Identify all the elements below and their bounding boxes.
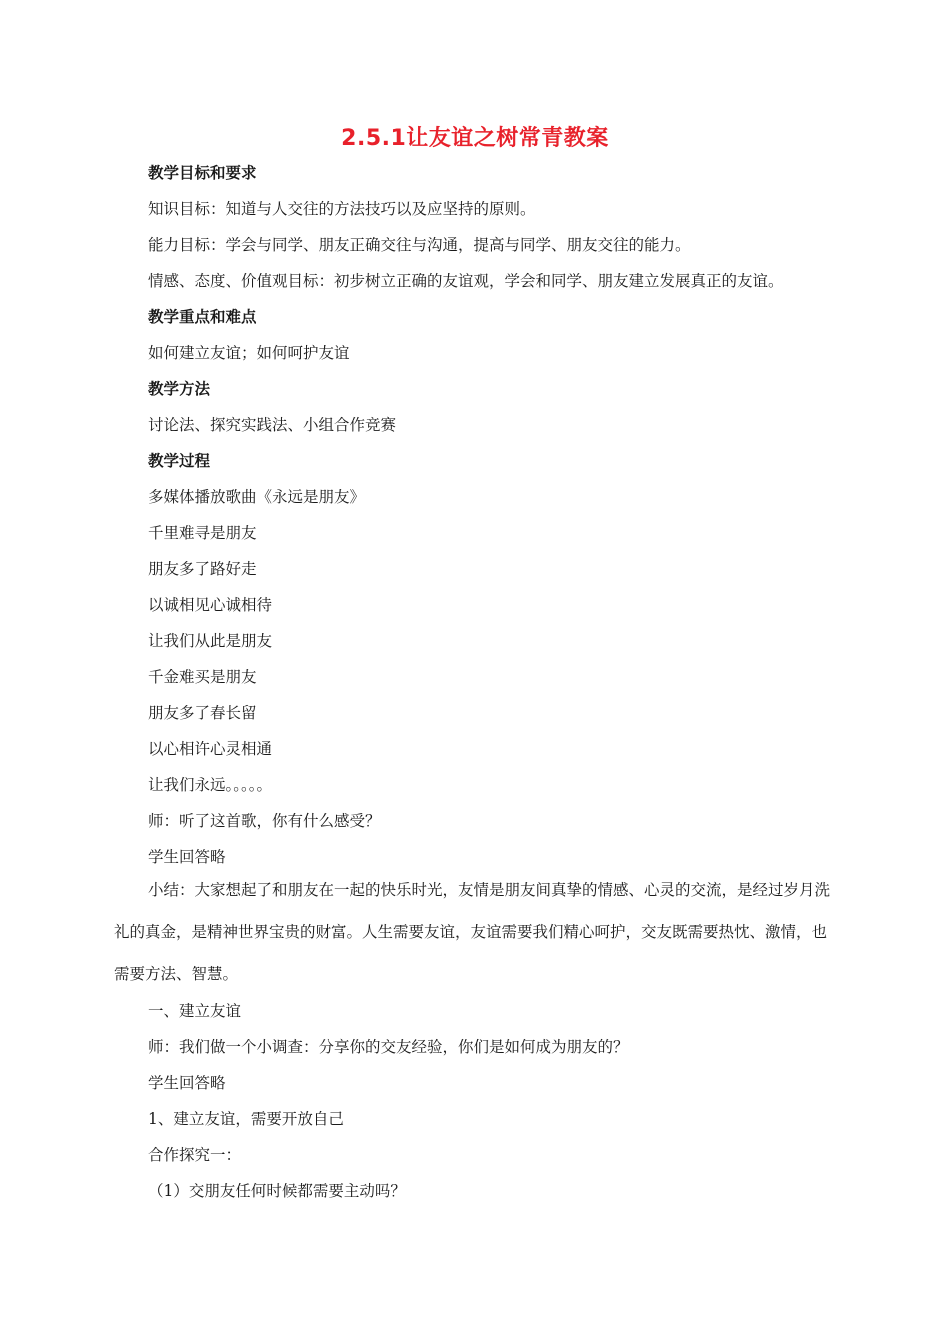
lyric-line: 让我们永远。。。。。 [148,776,273,794]
ability-objective: 能力目标：学会与同学、朋友正确交往与沟通，提高与同学、朋友交往的能力。 [148,236,691,254]
heading-methods: 教学方法 [148,380,211,398]
teacher-question-2: 师：我们做一个小调查：分享你的交友经验，你们是如何成为朋友的？ [148,1038,629,1056]
emotion-objective: 情感、态度、价值观目标：初步树立正确的友谊观，学会和同学、朋友建立发展真正的友谊。 [148,272,784,290]
part-one-heading: 一、建立友谊 [148,1002,242,1020]
knowledge-objective: 知识目标：知道与人交往的方法技巧以及应坚持的原则。 [148,200,536,218]
explore-one: 合作探究一： [148,1146,242,1164]
teacher-question-1: 师：听了这首歌，你有什么感受？ [148,812,381,830]
lyric-line: 以心相许心灵相通 [148,740,273,758]
song-intro: 多媒体播放歌曲《永远是朋友》 [148,488,366,506]
heading-objectives: 教学目标和要求 [148,164,257,182]
lyric-line: 朋友多了春长留 [148,704,257,722]
lyric-line: 以诚相见心诚相待 [148,596,273,614]
student-answer-2: 学生回答略 [148,1074,226,1092]
teaching-methods: 讨论法、探究实践法、小组合作竞赛 [148,416,397,434]
lyric-line: 朋友多了路好走 [148,560,257,578]
lyric-line: 千金难买是朋友 [148,668,257,686]
question-one: （1）交朋友任何时候都需要主动吗？ [148,1182,406,1200]
student-answer-1: 学生回答略 [148,848,226,866]
lyric-line: 千里难寻是朋友 [148,524,257,542]
point-one: 1、建立友谊，需要开放自己 [148,1110,344,1128]
document-title: 2.5.1让友谊之树常青教案 [341,126,609,151]
lyric-line: 让我们从此是朋友 [148,632,273,650]
summary-paragraph: 小结：大家想起了和朋友在一起的快乐时光，友情是朋友间真挚的情感、心灵的交流，是经过岁月洗礼的真金，是精神世界宝贵的财富。人生需要友谊，友谊需要我们精心呵护，交友既需要热忱、激情，也需要方法、智慧。 [114,881,831,983]
key-points: 如何建立友谊；如何呵护友谊 [148,344,350,362]
heading-key-points: 教学重点和难点 [148,308,257,326]
heading-process: 教学过程 [148,452,211,470]
